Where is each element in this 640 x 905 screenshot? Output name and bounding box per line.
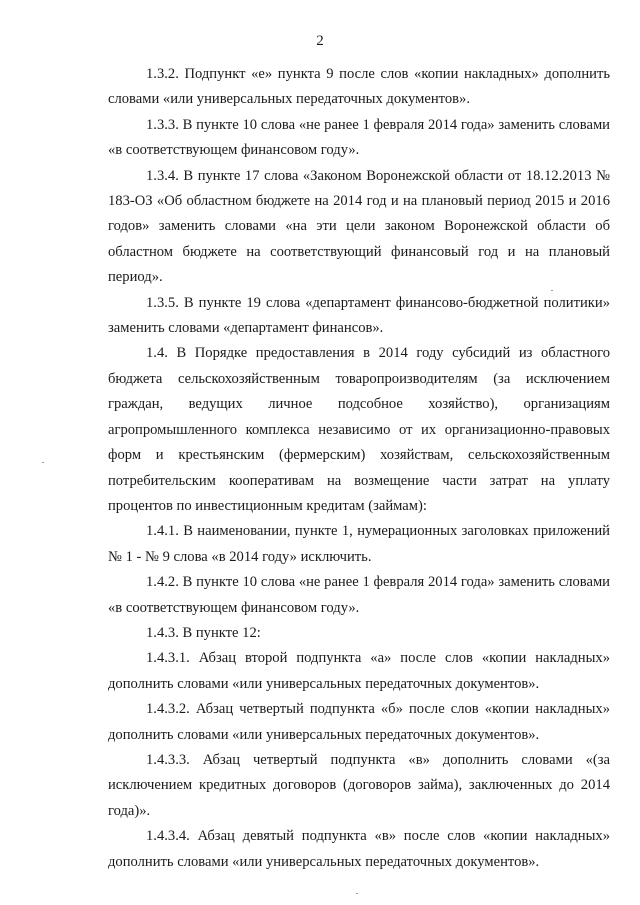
document-body [108,62,610,875]
paragraph-1-4-1: 1.4.1. В наименовании, пункте 1, нумерационных заголовках приложений № 1 - № 9 слова «в 2014 году» исключить. [108,523,610,565]
paragraph-1-3-5: 1.3.5. В пункте 19 слова «департамент финансово-бюджетной политики» заменить словами «департамент финансов». [108,294,610,337]
paragraph-1-4-3: 1.4.3. В пункте 12: [146,624,261,641]
scan-speck [551,290,553,291]
paragraph-1-4-3-4: 1.4.3.4. Абзац девятый подпункта «в» после слов «копии накладных» дополнить словами «или универсальных передаточных документов». [108,828,610,870]
page-number: 2 [316,33,324,49]
scan-speck [356,893,358,894]
scan-speck [42,462,44,463]
paragraph-1-4: 1.4. В Порядке предоставления в 2014 году субсидий из областного бюджета сельскохозяйственным товаропроизводителям (за исключением граждан, ведущих личное подсобное хозяйство), организациям агропромышленного комплекса независимо от их организационно-правовых форм и крестьянским (фермерским) хозяйствам, сельскохозяйственным потребительским кооперативам на возмещение части затрат на уплату процентов по инвестиционным кредитам (займам): [108,345,610,514]
paragraph-1-3-2: 1.3.2. Подпункт «е» пункта 9 после слов «копии накладных» дополнить словами «или универсальных передаточных документов». [108,66,610,108]
paragraph-1-3-4: 1.3.4. В пункте 17 слова «Законом Воронежской области от 18.12.2013 № 183-ОЗ «Об областном бюджете на 2014 год и на плановый период 2015 и 2016 годов» заменить словами «на эти цели законом Воронежской области об областном бюджете на соответствующий финансовый год и на плановый период». [108,167,610,286]
paragraph-1-4-3-1: 1.4.3.1. Абзац второй подпункта «а» после слов «копии накладных» дополнить словами «или универсальных передаточных документов». [108,650,610,692]
paragraph-1-4-3-2: 1.4.3.2. Абзац четвертый подпункта «б» после слов «копии накладных» дополнить словами «или универсальных передаточных документов». [108,701,610,743]
paragraph-1-3-3: 1.3.3. В пункте 10 слова «не ранее 1 февраля 2014 года» заменить словами «в соответствующем финансовом году». [108,116,610,159]
paragraph-1-4-3-3: 1.4.3.3. Абзац четвертый подпункта «в» дополнить словами «(за исключением кредитных договоров (договоров займа), заключенных до 2014 года)». [108,751,610,819]
paragraph-1-4-2: 1.4.2. В пункте 10 слова «не ранее 1 февраля 2014 года» заменить словами «в соответствующем финансовом году». [108,574,610,616]
